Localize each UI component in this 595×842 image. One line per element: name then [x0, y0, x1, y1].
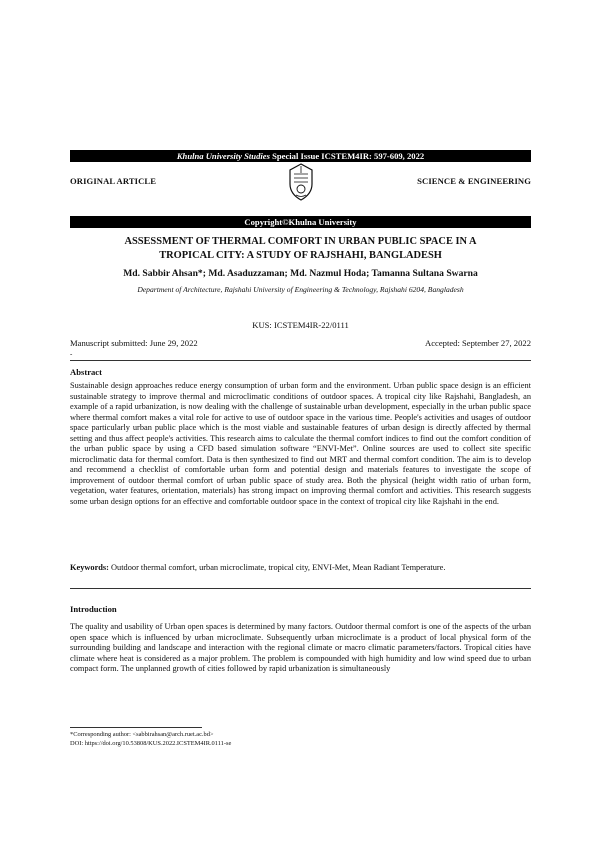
copyright-text: Copyright©Khulna University — [244, 217, 357, 227]
divider-bottom — [70, 588, 531, 589]
journal-bar — [70, 150, 531, 162]
footnote-doi[interactable]: DOI: https://doi.org/10.53808/KUS.2022.ICSTEM4IR.0111-se — [70, 740, 232, 747]
author-affiliation: Department of Architecture, Rajshahi University of Engineering & Technology, Rajshahi 6204, Bangladesh — [137, 285, 464, 294]
footnote-rule — [70, 727, 202, 728]
abstract-heading: Abstract — [70, 367, 102, 377]
footnote-corresponding-author: *Corresponding author: <sabbirahsan@arch.ruet.ac.bd> — [70, 731, 214, 738]
dash-mark: - — [70, 350, 73, 358]
introduction-text: The quality and usability of Urban open spaces is determined by many factors. Outdoor thermal comfort is one of the aspects of the urban open space which is influenced by urban microclimate. Subsequently urban microclimate is a product of local physical form of the surrounding building and landscape and interaction with the regional climate or macro climatic parameters/factors. Tropical cities have climate where heat is considered as a major problem. The problem is compounded with high humidity and low wind speed due to urban compact form. The unplanned growth of cities followed by rapid urbanization is simultaneously — [70, 622, 531, 674]
title-line-1: ASSESSMENT OF THERMAL COMFORT IN URBAN PUBLIC SPACE IN A — [124, 236, 477, 247]
university-logo-icon — [286, 162, 316, 202]
kus-id: KUS: ICSTEM4IR-22/0111 — [252, 320, 349, 330]
article-type: ORIGINAL ARTICLE — [70, 176, 157, 186]
keywords-block — [70, 563, 531, 574]
discipline-label: SCIENCE & ENGINEERING — [417, 176, 531, 186]
author-list: Md. Sabbir Ahsan*; Md. Asaduzzaman; Md. Nazmul Hoda; Tamanna Sultana Swarna — [123, 268, 478, 279]
journal-issue: Special Issue ICSTEM4IR: 597-609, 2022 — [272, 151, 425, 161]
accepted-date: Accepted: September 27, 2022 — [425, 338, 531, 348]
abstract-text: Sustainable design approaches reduce energy consumption of urban form and the environment. Urban public space design is an efficient sustainable strategy to improve thermal and microclimatic conditions of outdoor spaces. A tropical city like Rajshahi, Bangladesh, an example of a rapid urbanization, is now dealing with the challenge of sustainable urban development, especially in the urban public space where thermal comfort makes a vital role for active to use of outdoor space in the various time. People's activities and usages of outdoor space particularly urban public place which is the most viable and sustainable features of urban design is directly affected by thermal setting and thus affect people's activities. This research aims to calculate the thermal comfort indices to find out the comfort condition of the urban public space by using a CFD based simulation software “ENVI-Met”. Online sources are used to collect site specific microclimatic data for thermal comfort. Data is then synthesized to find out MRT and thermal comfort condition. The aim is to develop and recommend a checklist of comfortable urban form and potential design and materials features to investigate the scope of improvement of outdoor thermal comfort of urban public space of study area. Both the physical (height width ratio of urban form, vegetation, water features, orientation, materials) has strong impact on improving thermal comfort and activities. This research suggests some urban design options for an effective and comfortable outdoor space in the context of tropical city like Rajshahi in the end. — [70, 381, 531, 507]
submitted-date: Manuscript submitted: June 29, 2022 — [70, 338, 198, 348]
journal-name: Khulna University Studies — [176, 151, 270, 161]
keywords-label: Keywords: — [70, 563, 109, 572]
copyright-bar — [70, 216, 531, 228]
title-line-2: TROPICAL CITY: A STUDY OF RAJSHAHI, BANGLADESH — [159, 250, 442, 261]
divider-top — [70, 360, 531, 361]
paper-title — [70, 235, 531, 263]
keywords-text: Outdoor thermal comfort, urban microclimate, tropical city, ENVI-Met, Mean Radiant Temperature. — [111, 563, 446, 572]
introduction-heading: Introduction — [70, 604, 117, 614]
